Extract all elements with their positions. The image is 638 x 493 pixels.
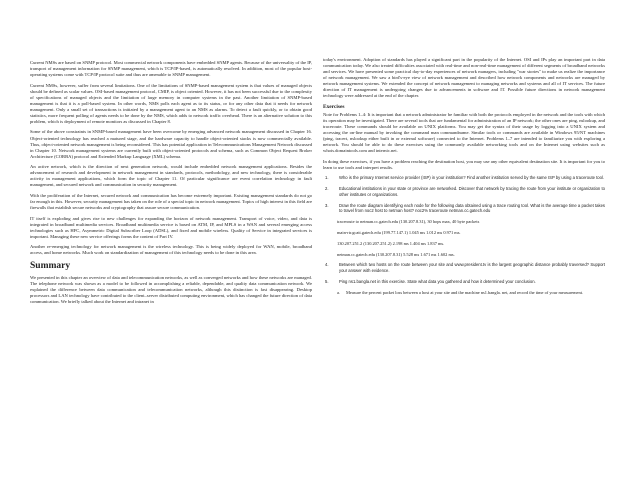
trace-line: 130.207.251.2 (130.207.251.2) 2.198 ms 1.404 ms 1.837 ms. (337, 240, 445, 246)
paragraph: With the proliferation of the Internet, secured network and communication has become extremely important. Existing management standards do not go far enough in this. However, security management has taken on the role of a special topic in network management. Topics of high interest in this field are firewalls that establish secure networks and cryptography that assure secure communication. (30, 192, 312, 210)
left-column (30, 60, 312, 310)
sub-item-text: Measure the percent packet loss between a host at your site and the machine ns1.bangla. net, and record the time of your measurement. (346, 289, 584, 295)
question-1 (323, 175, 605, 181)
exercise-note: In doing these exercises, if you have a problem reaching the destination host, you may use any other equivalent destination site. It is important for you to learn to use tools and interpret results. (323, 158, 605, 170)
question-number: 1. (325, 175, 329, 181)
paragraph: IT itself is exploding and gives rise to new challenges for expanding the horizon of network management. Transport of voice, video, and data is integrated in broadband multimedia services. Broadband multimedia service is based on ATM, IP, and MPLS in a WAN and several emerging access technologies such as HFC, Asymmetric Digital Subscriber Loop (ADSL), and fixed and mobile wireless. Quality of Service in integrated services is important. Managing these new service offerings forms the content of Part IV. (30, 215, 312, 239)
trace-line: netman.cc.gatech.edu (130.207.8.31) 5.528 ms 1.671 ms 1.602 ms. (337, 251, 455, 257)
paragraph: today's environment. Adoption of standards has played a significant part in the popularity of the Internet. OSI and IPs play an important part in data communication today. We also treated difficulties associated with real-time and non-real-time management of different segments of broadband networks and services. We have presented some practical day-to-day experiences of network managers, including "war stories" to make us realize the importance of network management. We saw a bird's-eye view of network management and described how network components and networks are managed by network management systems. We extended the concept of network management to managing networks and systems and all of IT services. The future direction of IT management is undergoing changes due to advancements in software and IT. Possible future directions in network management technology were addressed at the end of the chapter. (323, 57, 605, 99)
sub-item-letter: a. (337, 289, 341, 295)
paragraph: Some of the above constraints in SNMP-based management have been overcome by emerging advanced network management discussed in Chapter 16. Object-oriented technology has reached a matured stage, and the hardware capacity to handle object-oriented stacks is now commercially available. Thus, object-oriented network management is being reconsidered. This has potential application in Telecommunications Management Network discussed in Chapter 10. Network management systems are currently built with object-oriented protocols and schema, such as Common Object Request Broker Architecture (CORBA) protocol and Extended Markup Language (XML) schema. (30, 129, 312, 159)
question-2 (323, 186, 605, 198)
trace-line: main-rtr.gcatt.gatech.edu (199.77.147.1) 1.045 ms 1.012 ms 0.971 ms. (337, 230, 461, 236)
question-text: Educational institutions in your state or province are networked. Discover that network by tracing the route from your institute or organization to other institutes or organizations. (339, 186, 605, 197)
trace-line: traceroute to netman.cc.gatech.edu (130.207.8.31), 30 hops max, 40 byte packets (337, 219, 480, 225)
question-text: Who is the primary Internet service provider (ISP) in your institution? Find another institution served by the same ISP by using a traceroute tool. (339, 175, 605, 181)
question-4 (323, 262, 605, 274)
paragraph: Current NMSs, however, suffer from several limitations. One of the limitations of SNMP-based management system is that values of managed objects should be defined as scalar values. OSI-based management protocol, CMIP, is object oriented. However, it has not been successful due to the complexity of specifications of managed objects and the limitation of large memory in computer systems in the past. Another limitation of SNMP-based management is that it is a poll-based system. In other words, NMS polls each agent as to its status, or for any other data that it needs for network management. Only a small set of transactions is initiated by a management agent to an NMS as alarms. To detect a fault quickly, or to obtain good statistics, more frequent polling of agents needs to be done by the NMS, which adds to network traffic overhead. There is an alternative solution to this problem, which is deployment of remote monitors as discussed in Chapter 8. (30, 82, 312, 124)
question-text: Draw the route diagram identifying each node for the following data obtained using a trace routing tool. What is the average time a packet takes to travel from noc2 host to netman host? noc2% traceroute netman.cc.gatech.edu (339, 202, 605, 214)
exercises-heading: Exercises (323, 103, 345, 110)
question-number: 2. (325, 186, 329, 192)
question-3 (323, 203, 605, 215)
sub-item-a (337, 290, 605, 296)
summary-paragraph: We presented in this chapter an overview of data and telecommunication networks, as well as converged networks and how these networks are managed. The telephone network was shown as a model to be followed in accomplishing a reliable, dependable, and quality data communication network. We explained the difference between data communication and telecommunication networks, although this distinction is fast disappearing. Desktop processors and LAN technology have contributed to the client–server distributed computing environment, which has changed the future direction of data communication. We briefly talked about the Internet and intranet in (30, 274, 312, 304)
exercise-note: Note for Problems 1–4: It is important that a network administrator be familiar with both the protocols employed in the network and the tools with which its operation may be investigated. There are several tools that are fundamental for administration of an IP network; the other ones are ping, nslookup, and traceroute. These commands should be available on UNIX platforms. You may get the syntax of their usage by logging into a UNIX system and accessing the on-line manual by invoking the command man commandname. Similar tools or commands are available in Windows 95/NT machines (ping, tracert, nslookup either built in or external software) connected to the Internet. Problems 1–7 are intended to familiarize you with exploring a network. You should be able to do these exercises using the commonly available networking tools and on the Internet using websites such as whois.domaintools.com and internic.net. (323, 111, 605, 154)
question-text: Between which two hosts on the route between your site and www.president.tv is the largest geographic distance probably traversed? Support your answer with evidence. (339, 262, 605, 274)
question-number: 4. (325, 262, 329, 268)
paragraph: Current NMSs are based on SNMP protocol. Most commercial network components have embedded SNMP agents. Because of the universality of the IP, transport of management information for SNMP management, which is TCP/IP-based, is automatically resolved. In addition, most of the popular host-operating systems come with TCP/IP protocol suite and thus are amenable to SNMP management. (30, 60, 312, 78)
question-number: 5. (325, 279, 329, 285)
paragraph: An active network, which is the direction of next generation network, would include embedded network management applications. Besides the advancement of research and development in network management in standards, protocols, methodology, and new technology, there is considerable activity in management applications, which form the topic of Chapter 11. Of particular significance are event correlation technology in fault management, and secured network and communication in security management. (30, 164, 312, 188)
question-text: Ping ns1.bangla.net in this exercise. State what data you gathered and how it determined your conclusion. (339, 279, 536, 285)
right-column (323, 57, 605, 296)
question-5 (323, 279, 605, 285)
summary-heading: Summary (30, 260, 71, 271)
paragraph: Another re-emerging technology for network management is the wireless technology. This is being widely deployed for WAN, mobile, broadband access, and home networks. Much work on standardization of management of this technology needs to be done in this area. (30, 244, 312, 256)
question-number: 3. (325, 202, 329, 208)
